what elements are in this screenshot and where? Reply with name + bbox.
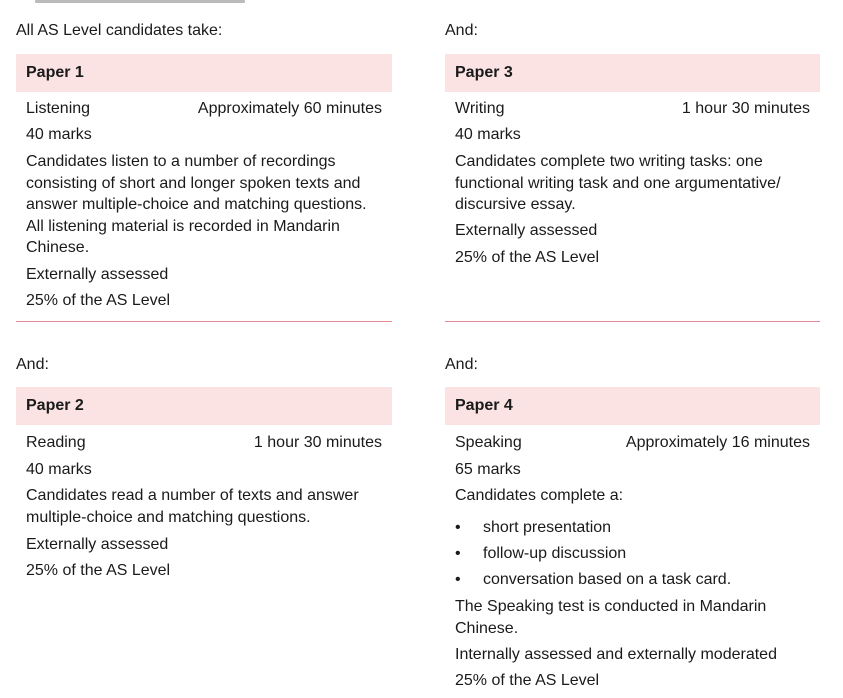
component-name: Reading [26, 434, 86, 451]
assessment: Externally assessed [26, 266, 169, 283]
component-row [26, 432, 382, 454]
bullet-text: short presentation [483, 519, 612, 536]
divider [16, 321, 392, 322]
marks: 40 marks [26, 126, 92, 143]
duration: Approximately 16 minutes [625, 434, 810, 451]
duration: Approximately 60 minutes [197, 100, 382, 117]
description: Candidates listen to a number of recordings consisting of short and longer spoken texts and answer multiple-choice and matching questions. All listening material is recorded in Mandarin Chinese. [26, 153, 367, 256]
bullet-text: conversation based on a task card. [483, 571, 732, 588]
intro-text: And: [16, 356, 49, 373]
component-name: Writing [455, 100, 505, 117]
assessment: Internally assessed and externally moderated [455, 646, 777, 663]
description: Candidates read a number of texts and answer multiple-choice and matching questions. [26, 487, 359, 526]
description: Candidates complete two writing tasks: one functional writing task and one argumentative/ discursive essay. [455, 153, 781, 213]
marks: 40 marks [455, 126, 521, 143]
bullet-text: follow-up discussion [483, 545, 627, 562]
component-row [455, 98, 810, 120]
component-row [455, 432, 810, 454]
speaking-note: The Speaking test is conducted in Mandarin Chinese. [455, 598, 767, 637]
paper-title: Paper 3 [445, 54, 820, 92]
duration: 1 hour 30 minutes [253, 434, 382, 451]
description: Candidates complete a: [455, 487, 624, 504]
cropped-heading-remnant [35, 0, 245, 3]
marks: 65 marks [455, 461, 521, 478]
weighting: 25% of the AS Level [26, 292, 171, 309]
weighting: 25% of the AS Level [455, 249, 600, 266]
bullet-icon: • [455, 571, 461, 588]
weighting: 25% of the AS Level [26, 562, 171, 579]
component-name: Listening [26, 100, 91, 117]
paper-title: Paper 1 [16, 54, 392, 92]
paper-title: Paper 4 [445, 387, 820, 425]
component-name: Speaking [455, 434, 522, 451]
duration: 1 hour 30 minutes [681, 100, 810, 117]
component-row [26, 98, 382, 120]
intro-text: And: [445, 356, 478, 373]
bullet-icon: • [455, 519, 461, 536]
paper-title: Paper 2 [16, 387, 392, 425]
divider [445, 321, 820, 322]
bullet-icon: • [455, 545, 461, 562]
assessment: Externally assessed [455, 222, 598, 239]
weighting: 25% of the AS Level [455, 672, 600, 689]
assessment: Externally assessed [26, 536, 169, 553]
intro-text: And: [445, 22, 478, 39]
marks: 40 marks [26, 461, 92, 478]
intro-text: All AS Level candidates take: [16, 22, 223, 39]
